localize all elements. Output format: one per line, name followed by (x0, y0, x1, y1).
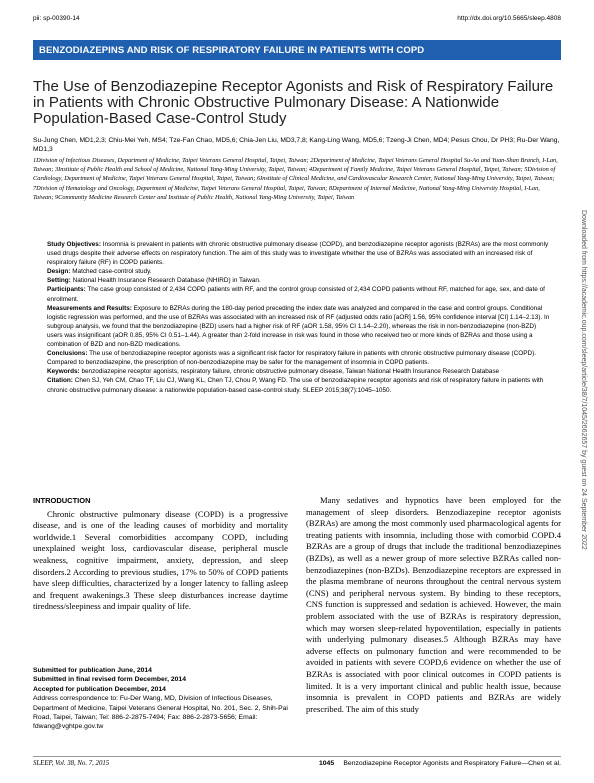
abstract-conclusions: Conclusions: The use of benzodiazepine receptor agonists was a significant risk factor for respiratory failure in patients with chronic obstructive pulmonary disease (COPD). Compared to benzodiazepine, the prescription of non-benzodiazepine may be safer for the management of insomnia in COPD patients. (47, 350, 536, 367)
footer-running-title: Benzodiazepine Receptor Agonists and Respiratory Failure—Chen et al. (343, 760, 561, 767)
body-column-right (306, 495, 561, 715)
abstract-keywords: Keywords: benzodiazepine receptor agonists, respiratory failure, chronic obstructive pulmonary disease, Taiwan National Health Insurance Research Database (47, 368, 500, 376)
abstract-design: Design: Matched case-control study. (47, 268, 152, 276)
footer-journal: SLEEP, Vol. 38, No. 7, 2015 (33, 760, 110, 767)
author-list: Su-Jung Chen, MD1,2,3; Chiu-Mei Yeh, MS4; Tze-Fan Chao, MD5,6; Chia-Jen Liu, MD3,7,8; Kang-Ling Wang, MD5,6; Tzeng-Ji Chen, MD4; Pesus Chou, Dr PH3; Ru-Der Wang, MD1,3 (33, 137, 560, 153)
submitted-date: Submitted for publication June, 2014 (33, 667, 152, 674)
accepted-date: Accepted for publication December, 2014 (33, 685, 166, 693)
intro-heading: INTRODUCTION (33, 496, 91, 505)
body-column-left (33, 495, 288, 613)
download-sidebar (577, 210, 587, 590)
correspondence: Address correspondence to: Fu-Der Wang, MD, Division of Infectious Diseases, Department of Medicine, Taipei Veterans General Hospital, No. 201, Sec. 2, Shih-Pai Road, Taipei, Taiwan; Tel: 886-2-2875-7494; Fax: 886-2-2873-5656; Email: fdwang@vghtpe.gov.tw (33, 695, 288, 731)
affiliations: 1Division of Infectious Diseases, Department of Medicine, Taipei Veterans General Hospital, Taipei, Taiwan; 2Department of Medicine, Taipei Veterans General Hospital Su-Ao and Yuan-Shan Branch, I-Lan, Taiwan; 3Institute of Public Health and School of Medicine, National Yang-Ming University, Taipei, Taiwan; 4Department of Family Medicine, Taipei Veterans General Hospital, Taipei, Taiwan; 5Division of Cardiology, Department of Medicine, Taipei Veterans General Hospital, Taipei, Taiwan; 6Institute of Clinical Medicine, and Cardiovascular Research Center, National Yang-Ming University, Taipei, Taiwan; 7Division of Hematology and Oncology, Department of Medicine, Taipei Veterans General Hospital, Taipei, Taiwan; 8Department of Internal Medicine, National Yang-Ming University Hospital, I-Lan, Taiwan; 9Community Medicine Research Center and Institute of Public Health, National Yang-Ming University, Taipei, Taiwan (33, 157, 558, 201)
abstract-measurements: Measurements and Results: Exposure to BZRAs during the 180-day period preceding the index date was analyzed and compared in the case and control groups. Conditional logistic regression was performed, and the use of BZRAs was associated with an increased risk of RF (adjusted odds ratio [aOR] 1.56, 95% confidence interval [CI] 1.14–2.13). In subgroup analysis, we found that the benzodiazepine (BZD) users had a higher risk of RF (aOR 1.58, 95% CI 1.14–2.20), whereas the risk in non-benzodiazepine (non-BZD) users was insignificant (aOR 0.85, 95% CI 0.51–1.44). A greater than 2-fold increase in risk was found in those who received two or more kinds of BZRAs and those using a combination of BZD and non-BZD medications. (47, 304, 550, 349)
abstract-citation: Citation: Chen SJ, Yeh CM, Chao TF, Liu CJ, Wang KL, Chen TJ, Chou P, Wang FD. The use of benzodiazepine receptor agonists and risk of respiratory failure in patients with chronic obstructive pulmonary disease: a nationwide population-based case-control study. SLEEP 2015;38(7):1045–1050. (47, 377, 544, 394)
submission-info (33, 666, 288, 732)
abstract (47, 240, 552, 395)
download-notice[interactable]: Downloaded from https://academic.oup.com/sleep/article/38/7/1045/2662657 by guest on 24 September 2022 (580, 210, 587, 550)
section-banner (33, 40, 561, 60)
header-pii: pii: sp-00390-14 (33, 15, 80, 22)
revised-date: Submitted in final revised form December, 2014 (33, 676, 186, 684)
article-title: The Use of Benzodiazepine Receptor Agonists and Risk of Respiratory Failure in Patients with Chronic Obstructive Pulmonary Disease: A Nationwide Population-Based Case-Control Study (33, 78, 554, 127)
page-footer (33, 756, 561, 767)
footer-page-number: 1045 (319, 760, 335, 767)
intro-paragraph-left: Chronic obstructive pulmonary disease (COPD) is a progressive disease, and is one of the leading causes of morbidity and mortality worldwide.1 Several comorbidities accompany COPD, including unexplained weight loss, cardiovascular disease, peripheral muscle weakness, cognitive impairment, anxiety, depression, and sleep disorders.2 According to previous studies, 17% to 50% of COPD patients have sleep difficulties, characterized by a longer latency to falling asleep and frequent awakenings.3 These sleep disturbances increase daytime tiredness/sleepiness and impair quality of life. (33, 508, 288, 612)
abstract-participants: Participants: The case group consisted of 2,434 COPD patients with RF, and the control group consisted of 2,434 COPD patients without RF, matched for age, sex, and date of enrollment. (47, 286, 545, 303)
banner-text: BENZODIAZEPINS AND RISK OF RESPIRATORY FAILURE IN PATIENTS WITH COPD (39, 44, 425, 56)
abstract-setting: Setting: National Health Insurance Research Database (NHIRD) in Taiwan. (47, 277, 261, 285)
abstract-objectives: Study Objectives: Insomnia is prevalent in patients with chronic obstructive pulmonary disease (COPD), and benzodiazepine receptor agonists (BZRAs) are the most commonly used drugs despite their adverse effects on respiratory function. The aim of this study was to investigate whether the use of BZRAs was associated with an increased risk of respiratory failure (RF) in COPD patients. (47, 241, 549, 267)
header-doi-link[interactable]: http://dx.doi.org/10.5665/sleep.4808 (457, 15, 561, 22)
intro-paragraph-right: Many sedatives and hypnotics have been employed for the management of sleep disorders. Benzodiazepine receptor agonists (BZRAs) are among the most commonly used pharmacological agents for treating patients with insomnia, including those with comorbid COPD.4 BZRAs are a group of drugs that include the traditional benzodiazepines (BZDs), as well as a newer group of more selective BZRAs called non-benzodiazepines (non-BZDs). Benzodiazepine receptors are expressed in the plasma membrane of neurons throughout the central nervous system (CNS) and peripheral nervous system. By binding to these receptors, CNS function is suppressed and sedation is achieved. However, the main problem associated with the use of BZRAs is respiratory depression, which may worsen sleep-related hypoventilation, especially in patients with underlying pulmonary diseases.5 Although BZRAs may have adverse effects on pulmonary function and were recommended to be avoided in patients with severe COPD,6 evidence on whether the use of BZRAs is associated with poor clinical outcomes in COPD patients is limited. It is a very important clinical and public health issue, because insomnia is prevalent in COPD patients and BZRAs are widely prescribed. The aim of this study (306, 495, 561, 714)
